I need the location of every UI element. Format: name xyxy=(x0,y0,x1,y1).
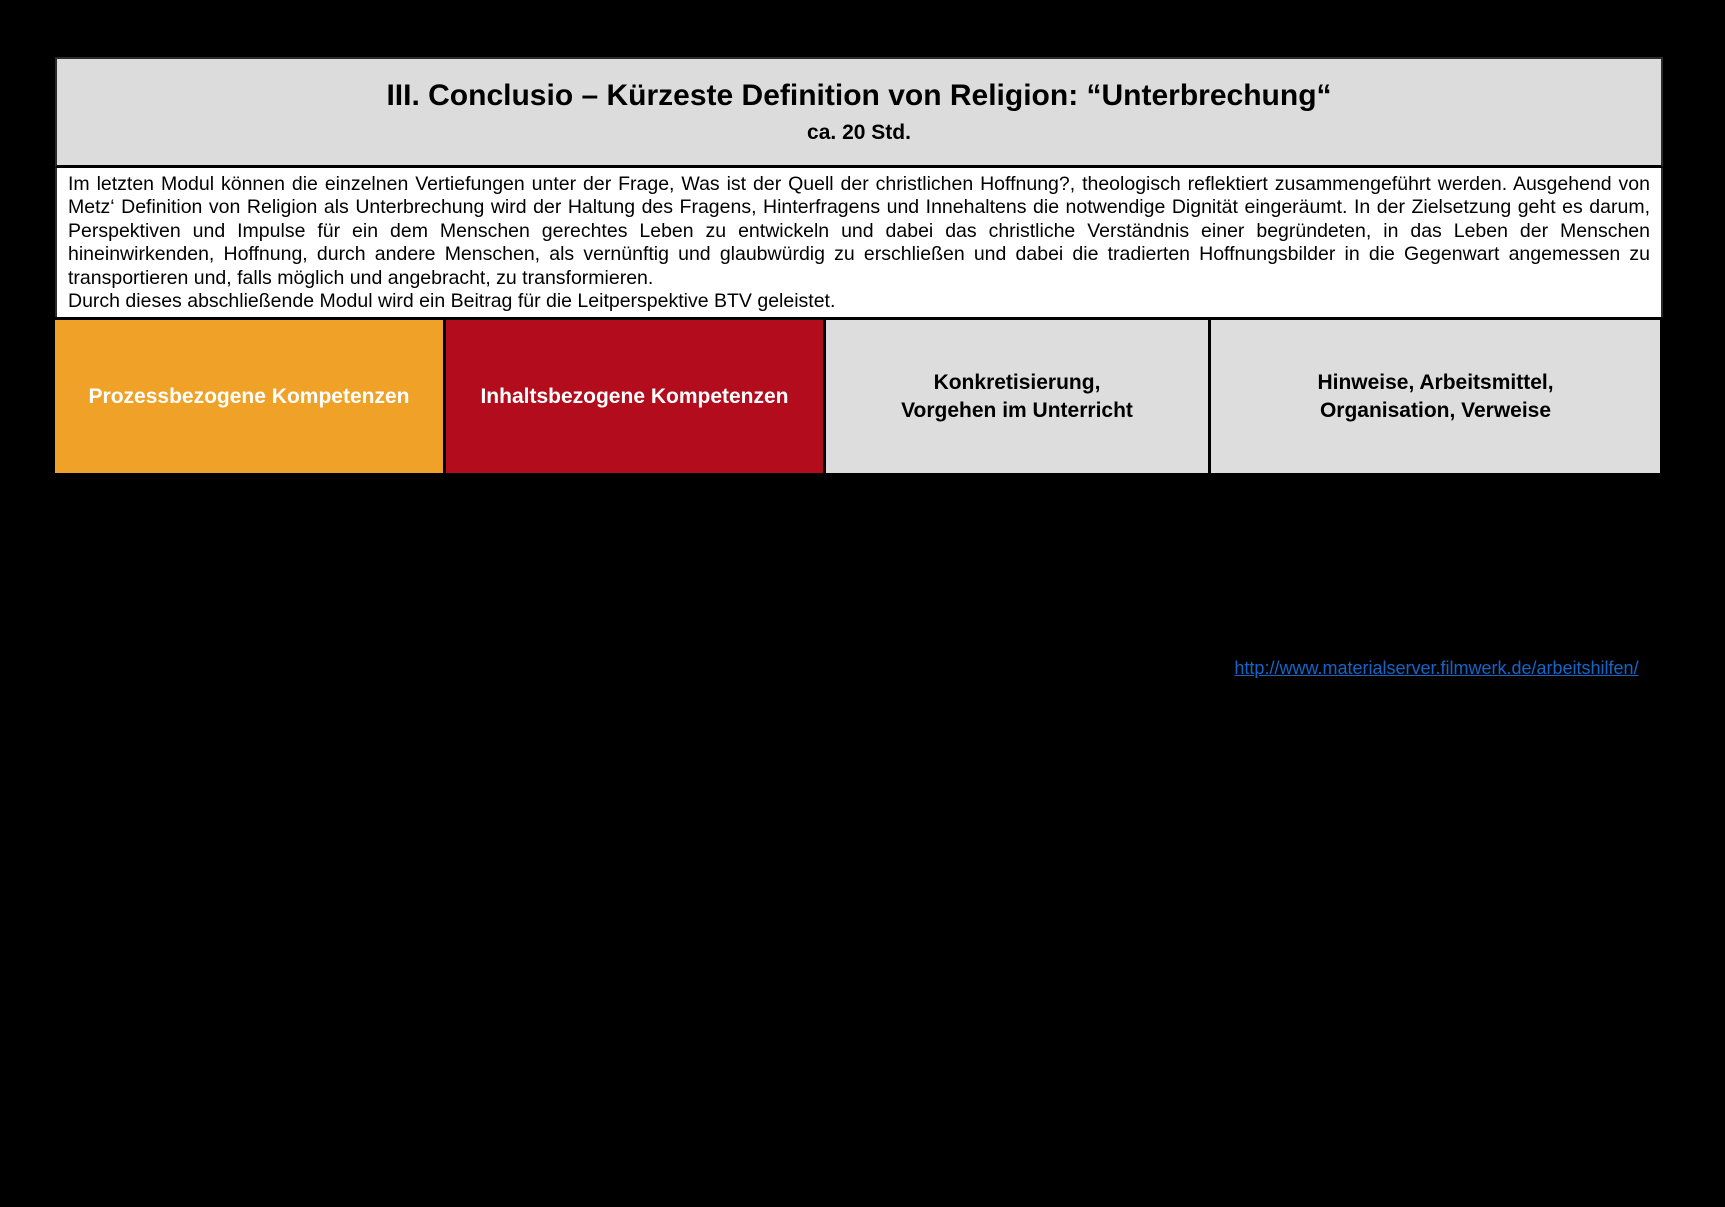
column-header-label-line2: Organisation, Verweise xyxy=(1319,398,1552,422)
column-header-label: Inhaltsbezogene Kompetenzen xyxy=(480,384,789,408)
column-header-label: Prozessbezogene Kompetenzen xyxy=(88,384,410,408)
module-header xyxy=(55,57,1663,168)
hinweise-cell-content xyxy=(1210,658,1663,679)
module-description-note: Durch dieses abschließende Modul wird ein Beitrag für die Leitperspektive BTV geleistet. xyxy=(68,290,836,313)
column-header-row xyxy=(55,320,1663,473)
materialserver-filmwerk-link[interactable]: http://www.materialserver.filmwerk.de/arbeitshilfen/ xyxy=(1234,658,1639,678)
module-description: Im letzten Modul können die einzelnen Vertiefungen unter der Frage, Was ist der Quell der christlichen Hoffnung?, theologisch reflektiert zusammengeführt werden. Ausgehend von Metz‘ Definition von Religion als Unterbrechung wird der Haltung des Fragens, Hinterfragens und Innehaltens die notwendige Dignität eingeräumt. In der Zielsetzung geht es darum, Perspektiven und Impulse für ein dem Menschen gerechtes Leben zu entwickeln und dabei das christliche Verständnis einer begründeten, in das Leben der Menschen hineinwirkenden, Hoffnung, durch andere Menschen, als vernünftig und glaubwürdig zu erschließen und dabei die tradierten Hoffnungsbilder in die Gegenwart angemessen zu transportieren und, falls möglich und angebracht, zu transformieren. xyxy=(68,173,1650,289)
column-header-label: Hinweise, Arbeitsmittel, xyxy=(1317,370,1554,394)
column-header-hinweise xyxy=(1211,320,1660,473)
module-duration: ca. 20 Std. xyxy=(807,121,911,144)
module-description-block xyxy=(55,168,1663,317)
curriculum-table xyxy=(55,57,1663,473)
column-header-inhaltsbezogene-kompetenzen xyxy=(446,320,823,473)
module-title: III. Conclusio – Kürzeste Definition von Religion: “Unterbrechung“ xyxy=(386,79,1332,112)
column-header-label: Konkretisierung, xyxy=(933,370,1101,394)
column-header-prozessbezogene-kompetenzen xyxy=(55,320,443,473)
column-header-konkretisierung xyxy=(826,320,1208,473)
column-header-label-line2: Vorgehen im Unterricht xyxy=(901,398,1133,422)
